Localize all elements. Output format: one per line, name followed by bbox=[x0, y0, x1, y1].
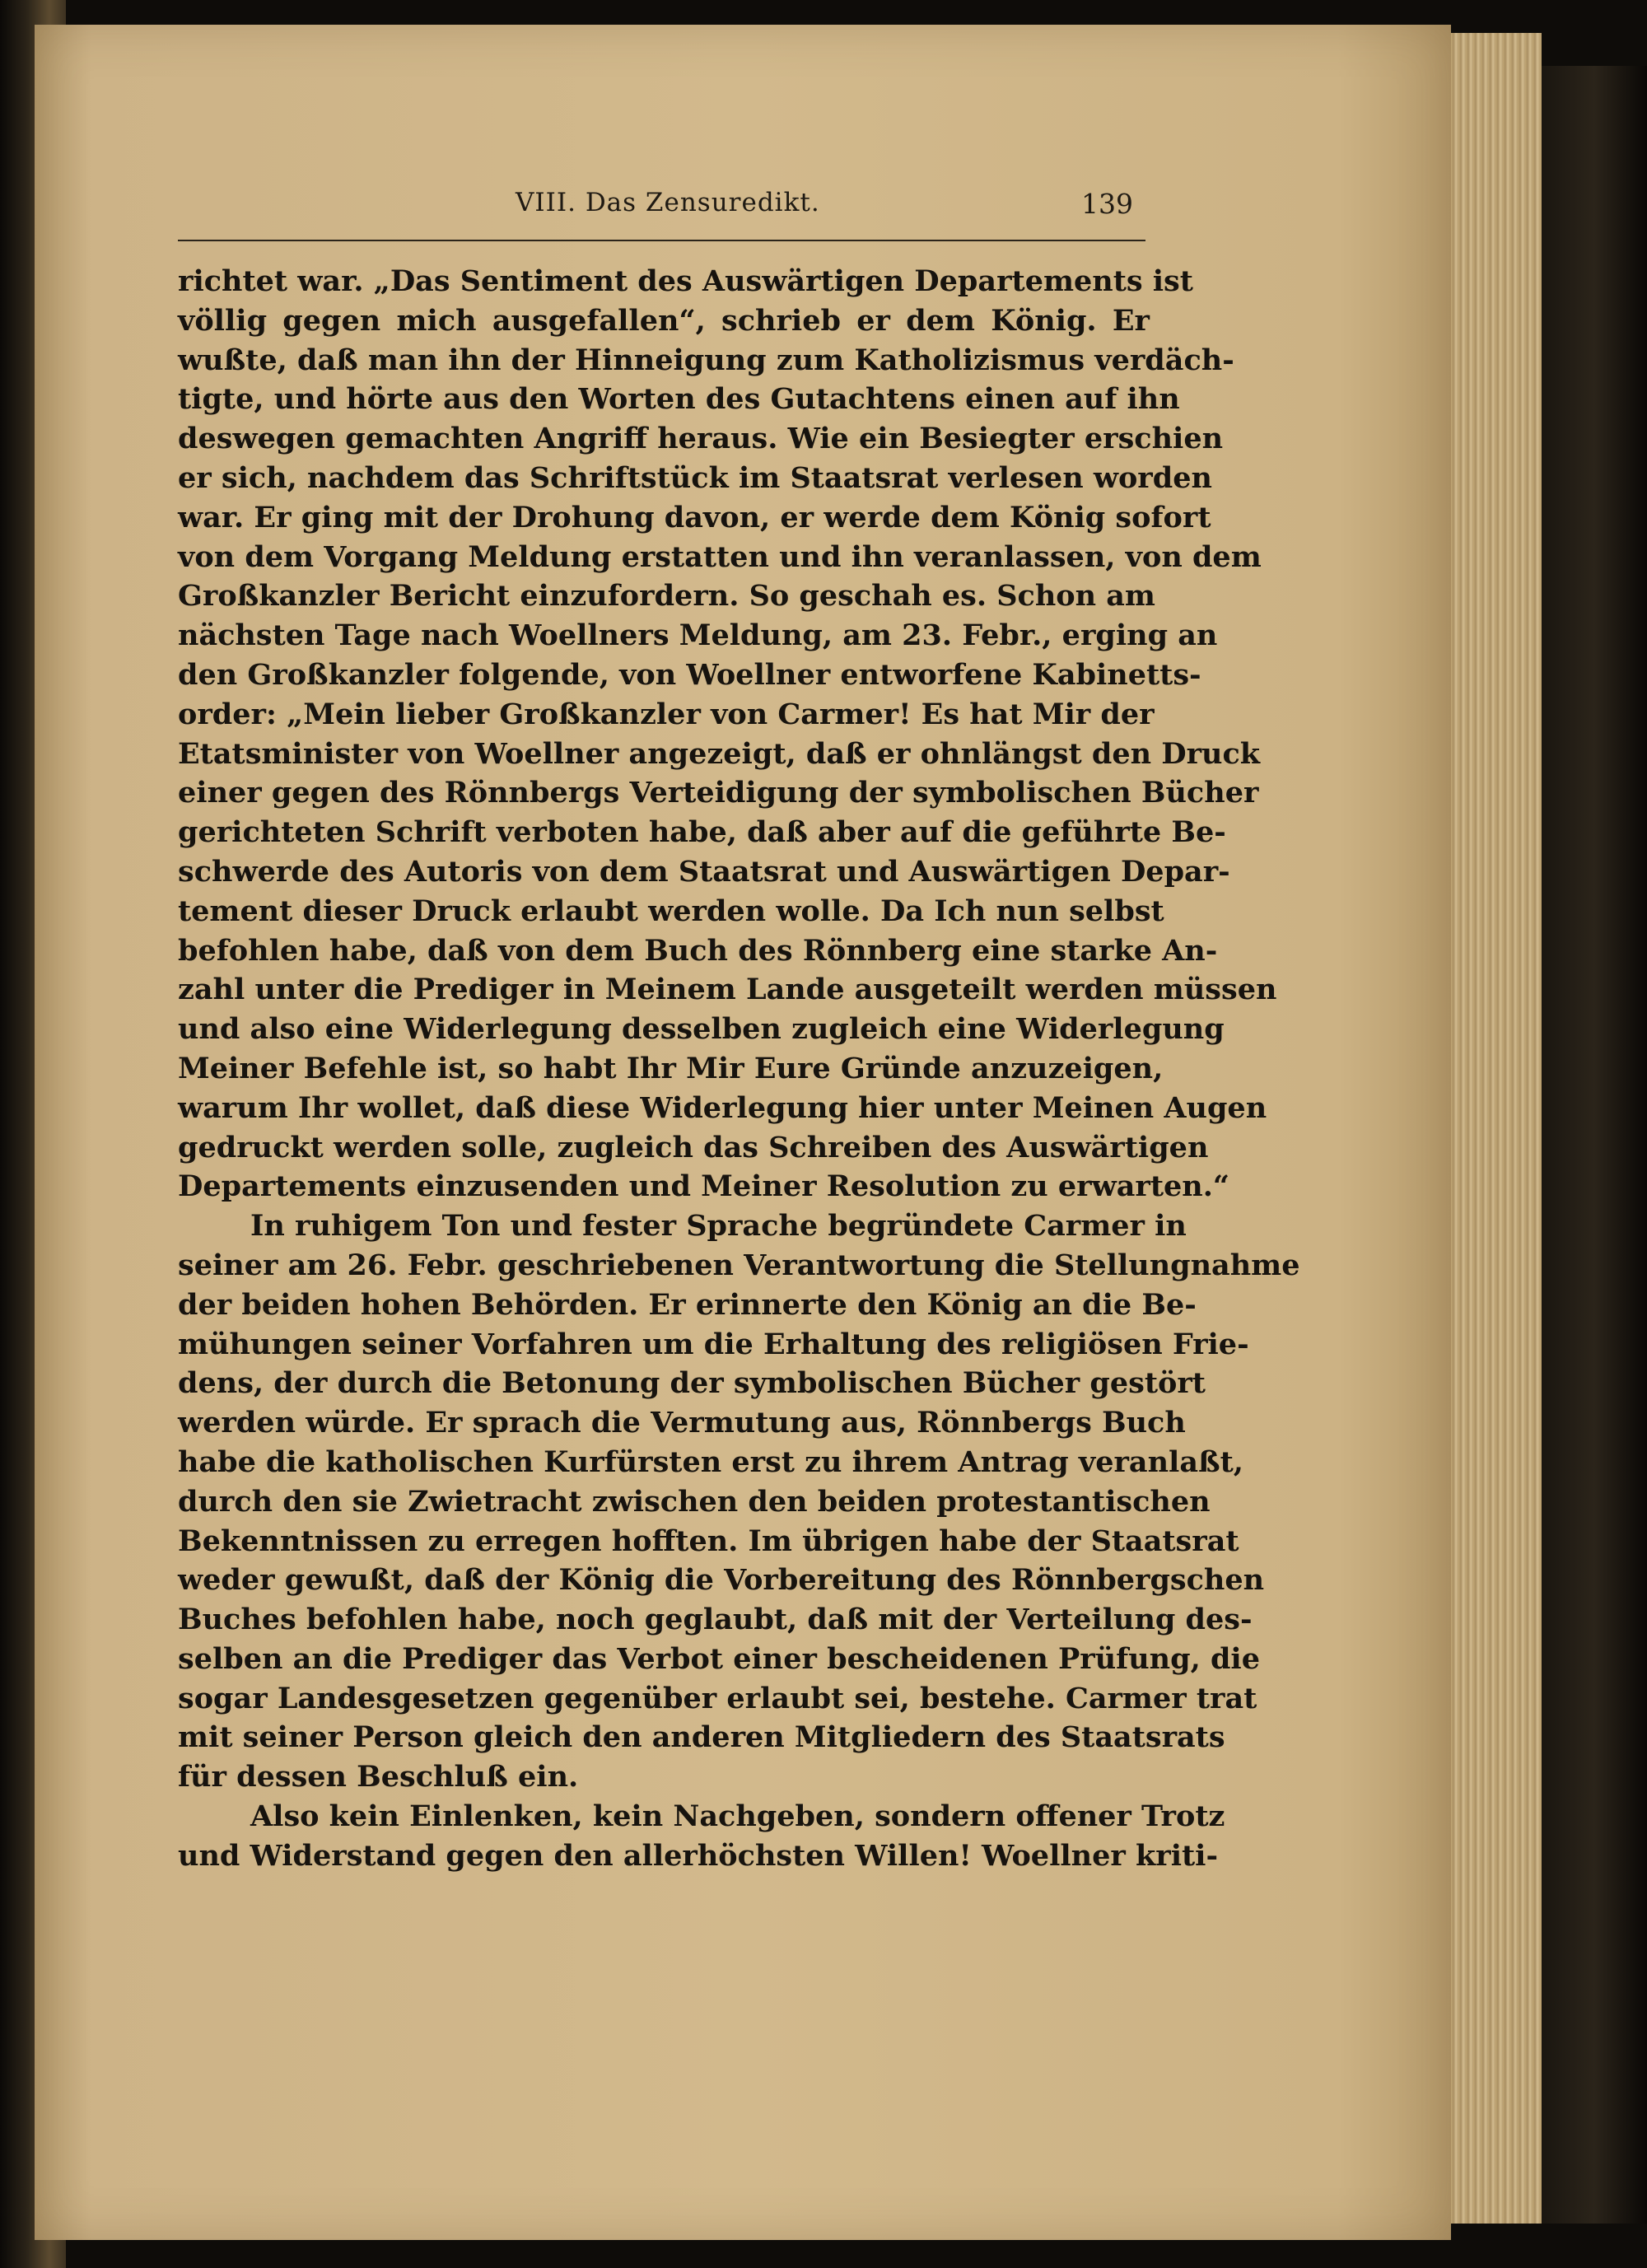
body-text bbox=[178, 262, 1300, 1876]
page-header bbox=[178, 188, 1141, 227]
text-line: von dem Vorgang Meldung erstatten und ihn veranlassen, von dem bbox=[178, 539, 1262, 574]
text-line: dens, der durch die Betonung der symbolischen Bücher gestört bbox=[178, 1366, 1206, 1401]
running-head: VIII. Das Zensuredikt. bbox=[516, 188, 820, 217]
text-line: deswegen gemachten Angriff heraus. Wie ein Besiegter erschien bbox=[178, 422, 1224, 456]
text-line: befohlen habe, daß von dem Buch des Rönnberg eine starke An- bbox=[178, 933, 1218, 968]
text-line: mühungen seiner Vorfahren um die Erhaltung des religiösen Frie- bbox=[178, 1327, 1249, 1361]
book-spine bbox=[1542, 66, 1647, 2224]
text-line: für dessen Beschluß ein. bbox=[178, 1760, 579, 1794]
text-line: und Widerstand gegen den allerhöchsten Willen! Woellner kriti- bbox=[178, 1838, 1218, 1873]
text-line: selben an die Prediger das Verbot einer bescheidenen Prüfung, die bbox=[178, 1641, 1260, 1676]
text-line: Departements einzusenden und Meiner Resolution zu erwarten.“ bbox=[178, 1169, 1230, 1204]
text-line: Bekenntnissen zu erregen hofften. Im übrigen habe der Staatsrat bbox=[178, 1524, 1239, 1558]
text-line: war. Er ging mit der Drohung davon, er werde dem König sofort bbox=[178, 500, 1211, 534]
text-line: seiner am 26. Febr. geschriebenen Verantwortung die Stellungnahme bbox=[178, 1248, 1300, 1282]
text-line: tement dieser Druck erlaubt werden wolle. Da Ich nun selbst bbox=[178, 894, 1164, 928]
text-line: tigte, und hörte aus den Worten des Gutachtens einen auf ihn bbox=[178, 382, 1180, 417]
text-line: schwerde des Autoris von dem Staatsrat und Auswärtigen Depar- bbox=[178, 854, 1230, 889]
text-line: gerichteten Schrift verboten habe, daß aber auf die geführte Be- bbox=[178, 815, 1226, 850]
text-line: werden würde. Er sprach die Vermutung aus, Rönnbergs Buch bbox=[178, 1406, 1186, 1440]
text-line: habe die katholischen Kurfürsten erst zu ihrem Antrag veranlaßt, bbox=[178, 1444, 1243, 1479]
text-line: durch den sie Zwietracht zwischen den beiden protestantischen bbox=[178, 1484, 1211, 1519]
text-line: nächsten Tage nach Woellners Meldung, am 23. Febr., erging an bbox=[178, 618, 1218, 653]
page-edges bbox=[1451, 33, 1542, 2224]
text-line: richtet war. „Das Sentiment des Auswärtigen Departements ist bbox=[178, 264, 1193, 298]
text-line: mit seiner Person gleich den anderen Mitgliedern des Staatsrats bbox=[178, 1720, 1225, 1755]
text-line: der beiden hohen Behörden. Er erinnerte den König an die Be- bbox=[178, 1287, 1197, 1322]
text-line: er sich, nachdem das Schriftstück im Staatsrat verlesen worden bbox=[178, 460, 1212, 495]
text-line: Großkanzler Bericht einzufordern. So geschah es. Schon am bbox=[178, 579, 1155, 614]
text-line: Etatsminister von Woellner angezeigt, daß er ohnlängst den Druck bbox=[178, 736, 1261, 771]
text-line: Meiner Befehle ist, so habt Ihr Mir Eure Gründe anzuzeigen, bbox=[178, 1051, 1164, 1085]
text-line: warum Ihr wollet, daß diese Widerlegung hier unter Meinen Augen bbox=[178, 1090, 1267, 1125]
text-line: völlig gegen mich ausgefallen“, schrieb er dem König. Er bbox=[178, 303, 1150, 338]
text-line: den Großkanzler folgende, von Woellner entworfene Kabinetts- bbox=[178, 657, 1201, 692]
text-line: einer gegen des Rönnbergs Verteidigung der symbolischen Bücher bbox=[178, 776, 1259, 810]
text-line: gedruckt werden solle, zugleich das Schreiben des Auswärtigen bbox=[178, 1130, 1209, 1164]
text-line: weder gewußt, daß der König die Vorbereitung des Rönnbergschen bbox=[178, 1563, 1265, 1598]
text-line: zahl unter die Prediger in Meinem Lande ausgeteilt werden müssen bbox=[178, 973, 1277, 1007]
text-line: In ruhigem Ton und fester Sprache begründete Carmer in bbox=[250, 1209, 1187, 1244]
text-line: wußte, daß man ihn der Hinneigung zum Katholizismus verdäch- bbox=[178, 343, 1234, 377]
text-line: Buches befohlen habe, noch geglaubt, daß mit der Verteilung des- bbox=[178, 1603, 1253, 1637]
page-number: 139 bbox=[1081, 188, 1133, 220]
text-line: sogar Landesgesetzen gegenüber erlaubt sei, bestehe. Carmer trat bbox=[178, 1681, 1257, 1715]
text-line: order: „Mein lieber Großkanzler von Carmer! Es hat Mir der bbox=[178, 697, 1155, 731]
text-line: und also eine Widerlegung desselben zugleich eine Widerlegung bbox=[178, 1012, 1225, 1047]
text-line: Also kein Einlenken, kein Nachgeben, sondern offener Trotz bbox=[250, 1799, 1225, 1834]
header-rule bbox=[178, 240, 1145, 241]
